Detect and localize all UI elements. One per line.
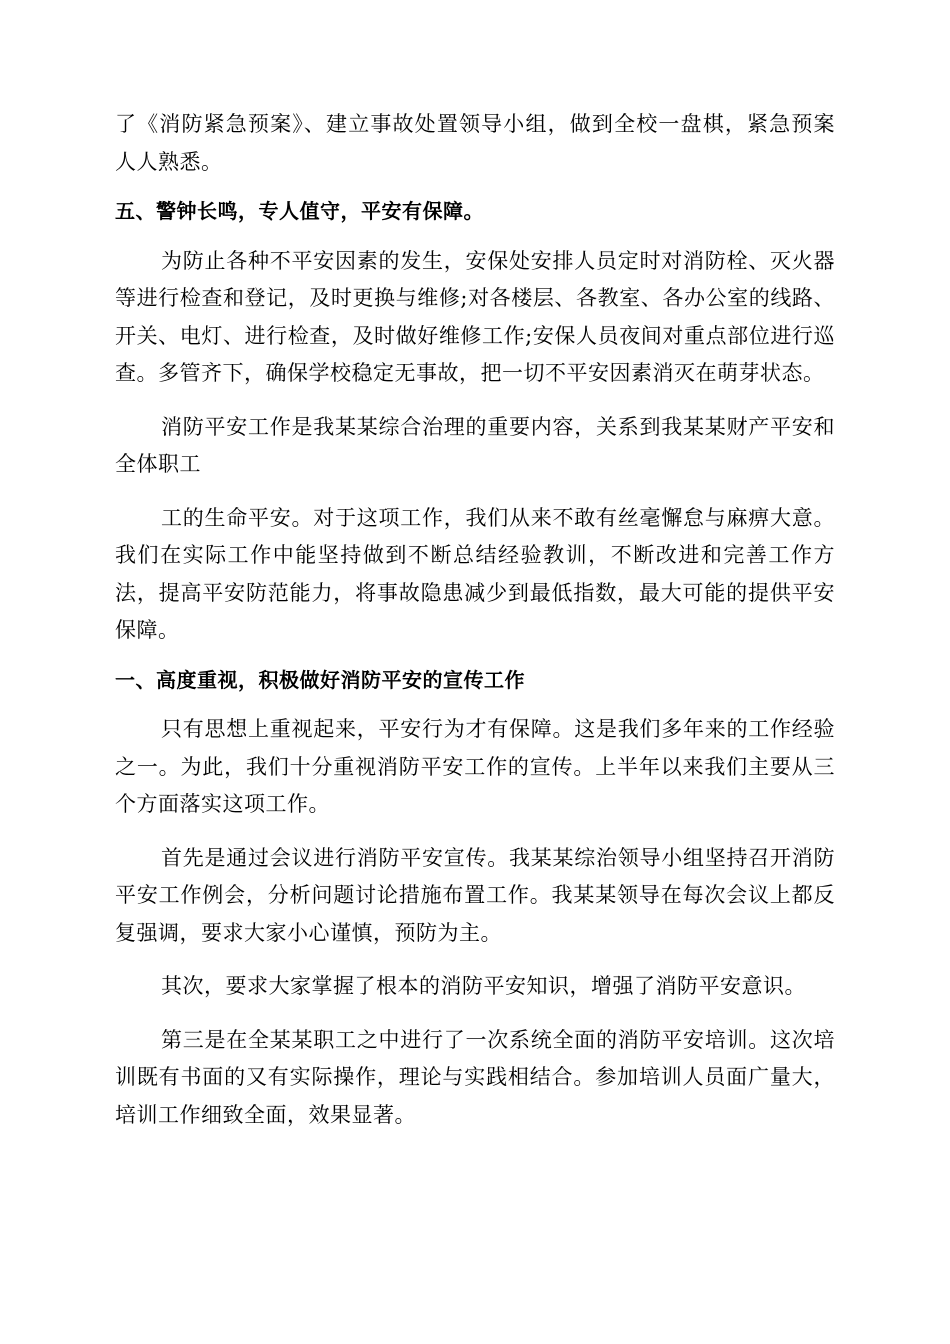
paragraph-training: 第三是在全某某职工之中进行了一次系统全面的消防平安培训。这次培训既有书面的又有实际操作，理论与实践相结合。参加培训人员面广量大，培训工作细致全面，效果显著。 — [115, 1027, 835, 1127]
paragraph-awareness: 只有思想上重视起来，平安行为才有保障。这是我们多年来的工作经验之一。为此，我们十分重视消防平安工作的宣传。上半年以来我们主要从三个方面落实这项工作。 — [115, 717, 835, 816]
section-heading-one: 一、高度重视，积极做好消防平安的宣传工作 — [115, 667, 525, 692]
paragraph-meetings: 首先是通过会议进行消防平安宣传。我某某综治领导小组坚持召开消防平安工作例会，分析问题讨论措施布置工作。我某某领导在每次会议上都反复强调，要求大家小心谨慎，预防为主。 — [115, 845, 835, 945]
section-heading-five: 五、警钟长鸣，专人值守，平安有保障。 — [115, 199, 484, 223]
paragraph-fire-safety-intro: 消防平安工作是我某某综合治理的重要内容，关系到我某某财产平安和全体职工 — [115, 414, 835, 476]
document-page — [115, 106, 835, 1134]
paragraph-emergency-plan: 了《消防紧急预案》、建立事故处置领导小组，做到全校一盘棋，紧急预案人人熟悉。 — [115, 112, 835, 174]
paragraph-inspection: 为防止各种不平安因素的发生，安保处安排人员定时对消防栓、灭火器等进行检查和登记，及时更换与维修;对各楼层、各教室、各办公室的线路、开关、电灯、进行检查，及时做好维修工作;安保人员夜间对重点部位进行巡查。多管齐下，确保学校稳定无事故，把一切不平安因素消灭在萌芽状态。 — [115, 248, 835, 385]
paragraph-life-safety: 工的生命平安。对于这项工作，我们从来不敢有丝毫懈怠与麻痹大意。我们在实际工作中能坚持做到不断总结经验教训，不断改进和完善工作方法，提高平安防范能力，将事故隐患减少到最低指数，最大可能的提供平安保障。 — [115, 505, 835, 642]
paragraph-knowledge: 其次，要求大家掌握了根本的消防平安知识，增强了消防平安意识。 — [161, 974, 806, 998]
